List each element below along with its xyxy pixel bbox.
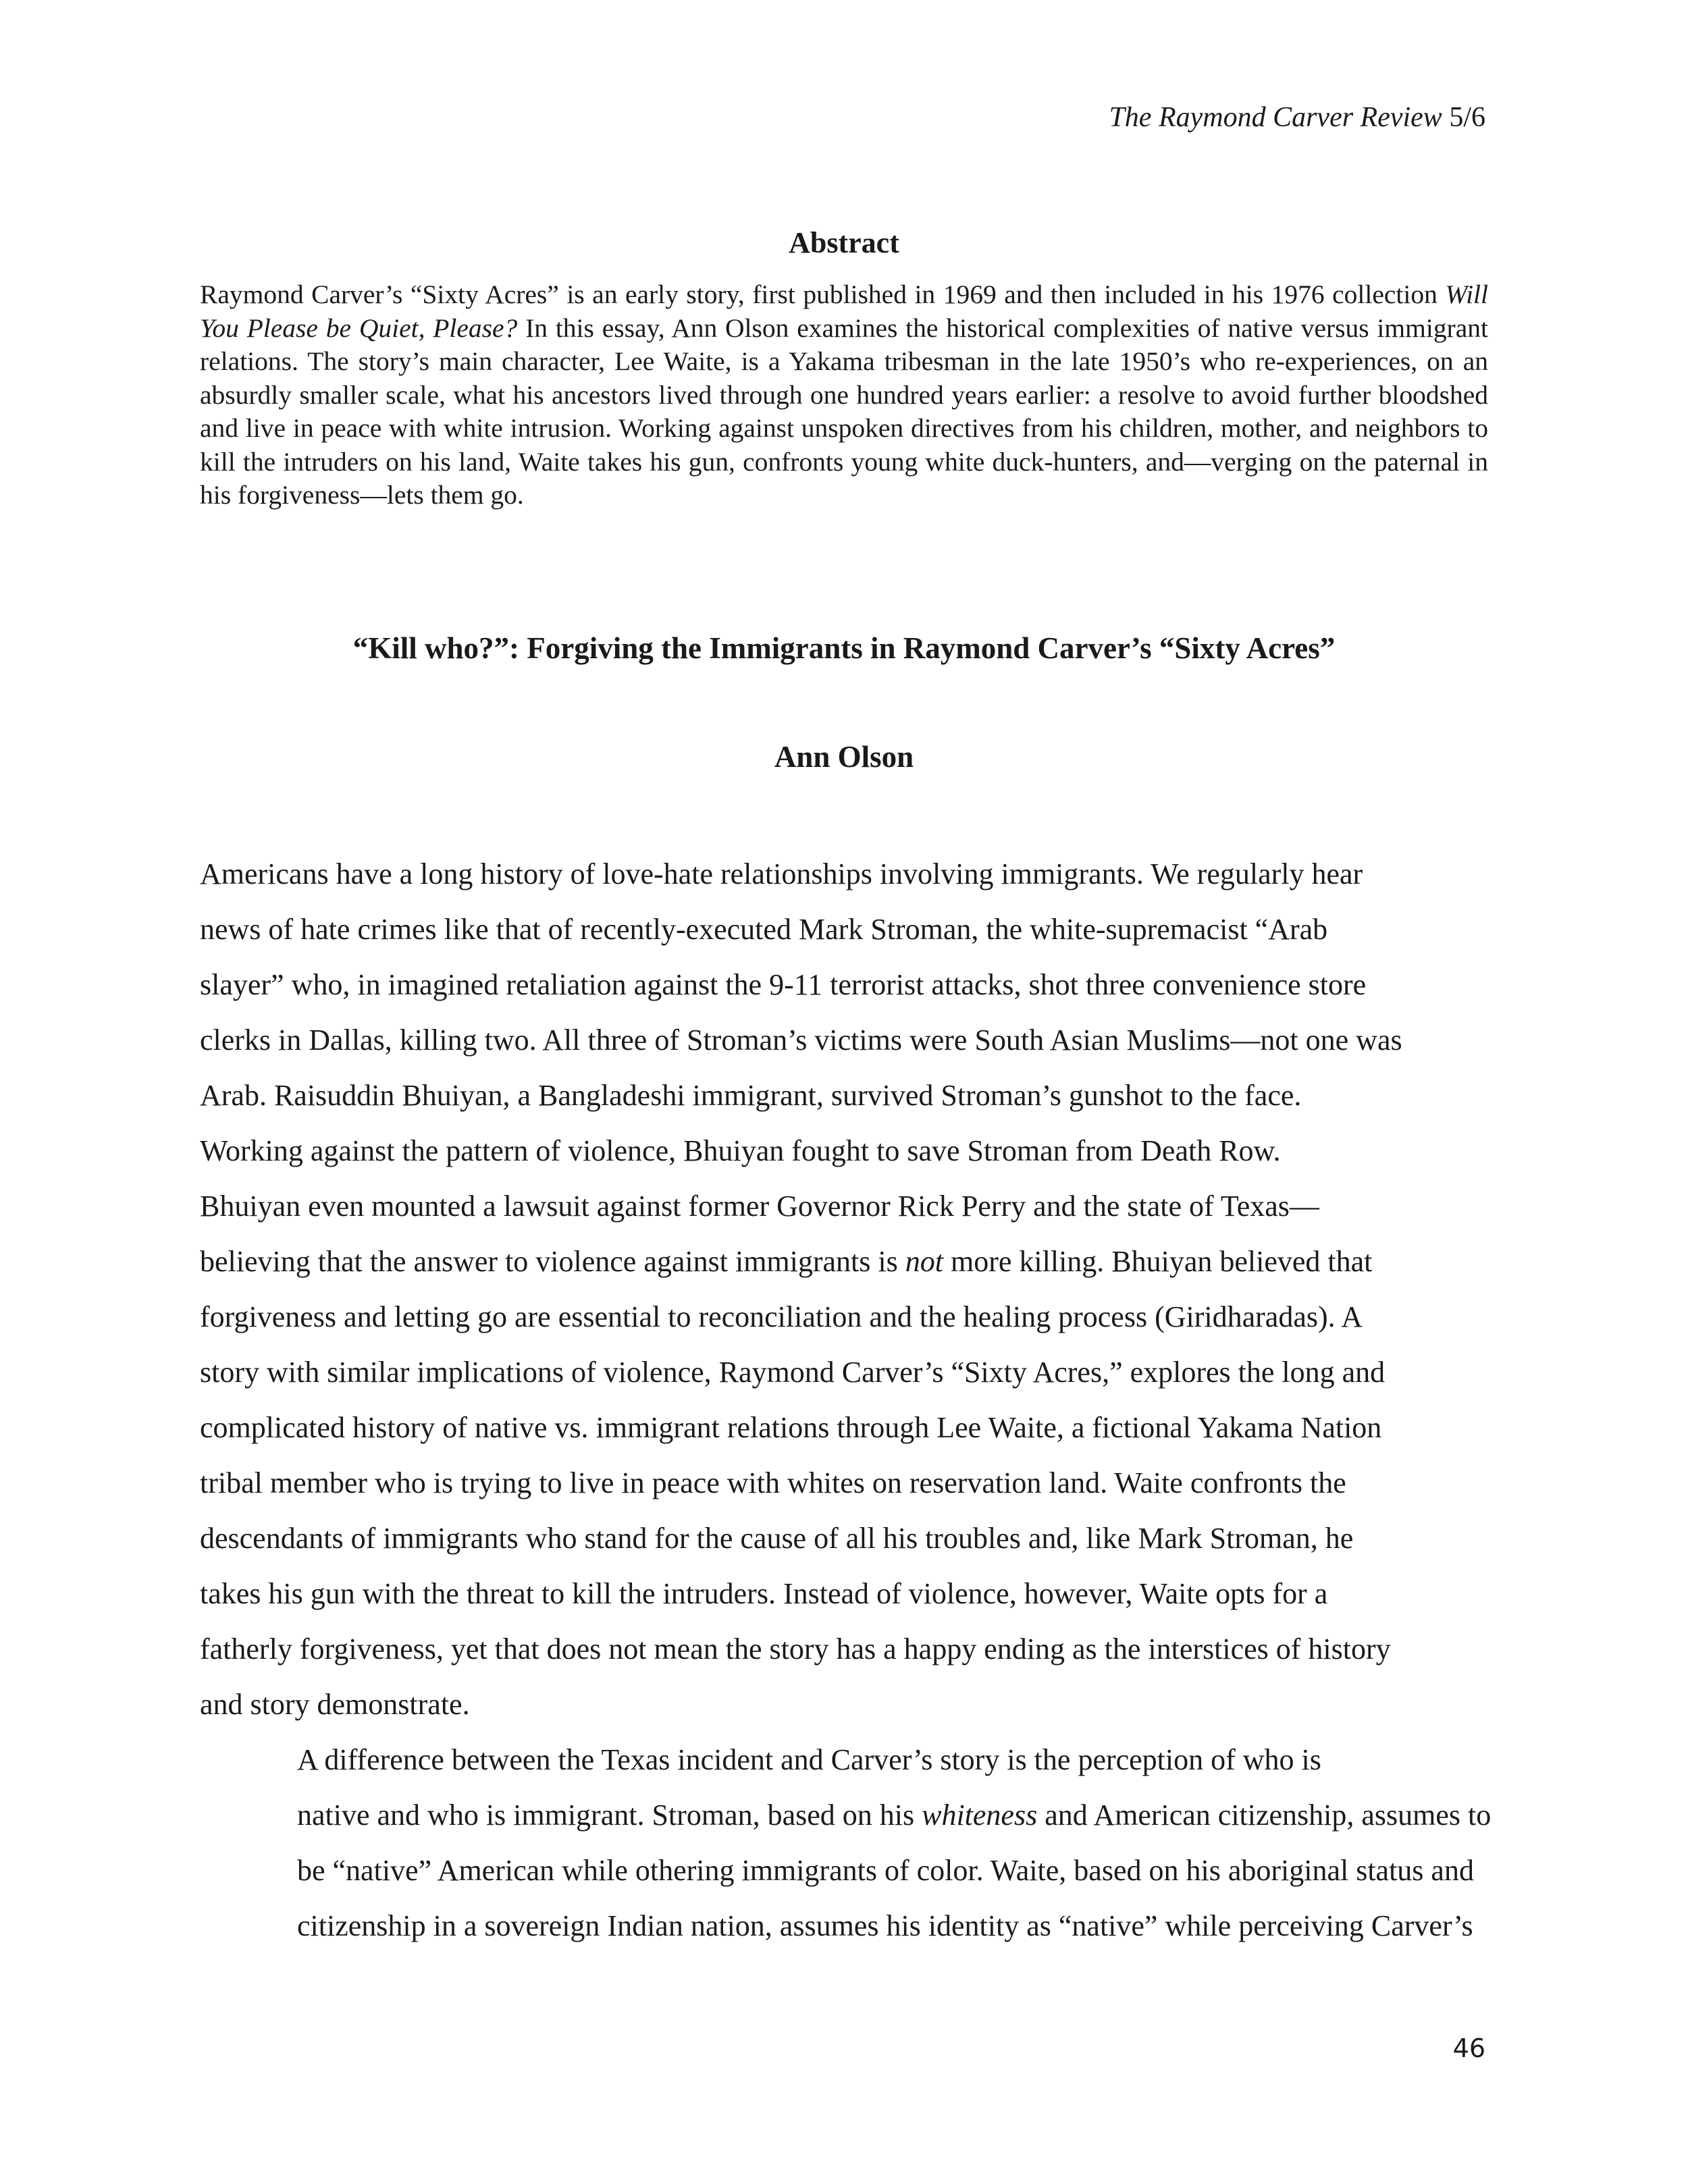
text-segment: Arab. Raisuddin Bhuiyan, a Bangladeshi immigrant, survived Stroman’s gunshot to the face. <box>200 1079 1302 1112</box>
text-line <box>200 1732 1488 1788</box>
text-line <box>200 1123 1488 1179</box>
page-number: 46 <box>1452 2033 1485 2063</box>
text-line <box>200 1511 1488 1566</box>
text-line <box>200 1788 1492 1843</box>
text-segment: Bhuiyan even mounted a lawsuit against former Governor Rick Perry and the state of Texas— <box>200 1190 1319 1223</box>
text-segment: tribal member who is trying to live in peace with whites on reservation land. Waite confronts the <box>200 1466 1346 1499</box>
text-line <box>200 1843 1488 1898</box>
text-segment: native and who is immigrant. Stroman, based on his <box>297 1799 922 1832</box>
text-segment: Americans have a long history of love-hate relationships involving immigrants. We regularly hear <box>200 857 1363 890</box>
text-segment: and story demonstrate. <box>200 1688 470 1721</box>
text-segment: story with similar implications of violence, Raymond Carver’s “Sixty Acres,” explores the long and <box>200 1356 1386 1389</box>
text-line <box>200 1400 1488 1456</box>
text-segment: believing that the answer to violence against immigrants is <box>200 1245 905 1278</box>
text-segment: more killing. Bhuiyan believed that <box>943 1245 1373 1278</box>
text-line <box>200 1566 1488 1622</box>
abstract-heading: Abstract <box>789 226 899 259</box>
emphasis-text: not <box>905 1245 943 1278</box>
abstract-text <box>200 278 1488 512</box>
journal-title: The Raymond Carver Review <box>1109 102 1442 133</box>
emphasis-text: whiteness <box>922 1799 1038 1832</box>
text-line <box>200 1345 1488 1400</box>
body-text <box>200 847 1492 1954</box>
text-line <box>200 1234 1488 1289</box>
running-header <box>1109 100 1485 135</box>
text-line <box>200 1898 1488 1954</box>
text-line <box>200 847 1488 902</box>
text-segment: descendants of immigrants who stand for the cause of all his troubles and, like Mark Stroman, he <box>200 1522 1354 1555</box>
text-segment: A difference between the Texas incident and Carver’s story is the perception of who is <box>297 1743 1321 1776</box>
text-line <box>200 1456 1488 1511</box>
abstract-collection-title: Will You Please be Quiet, Please? <box>200 279 1488 343</box>
text-line <box>200 1677 1488 1732</box>
text-line <box>200 1068 1488 1123</box>
text-segment: clerks in Dallas, killing two. All three of Stroman’s victims were South Asian Muslims—not one was <box>200 1023 1402 1057</box>
text-segment: Working against the pattern of violence, Bhuiyan fought to save Stroman from Death Row. <box>200 1134 1281 1167</box>
text-segment: forgiveness and letting go are essential to reconciliation and the healing process (Giridharadas). A <box>200 1300 1363 1333</box>
issue-number: 5/6 <box>1449 102 1485 133</box>
text-segment: be “native” American while othering immigrants of color. Waite, based on his aboriginal status and <box>297 1854 1474 1887</box>
text-segment: slayer” who, in imagined retaliation against the 9-11 terrorist attacks, shot three convenience store <box>200 968 1367 1001</box>
body-paragraph <box>200 847 1488 1732</box>
text-line <box>200 1179 1488 1234</box>
text-segment: news of hate crimes like that of recently-executed Mark Stroman, the white-supremacist “Arab <box>200 913 1328 946</box>
abstract-text-part: Raymond Carver’s “Sixty Acres” is an early story, first published in 1969 and then included in his 1976 collection <box>200 279 1446 309</box>
abstract-text-part: In this essay, Ann Olson examines the historical complexities of native versus immigrant relations. The story’s main character, Lee Waite, is a Yakama tribesman in the late 1950’s who re-experiences, on an absurdly smaller scale, what his ancestors lived through one hundred years earlier: a resolve to avoid further bloodshed and live in peace with white intrusion. Working against unspoken directives from his children, mother, and neighbors to kill the intruders on his land, Waite takes his gun, confronts young white duck-hunters, and—verging on the paternal in his forgiveness—lets them go. <box>200 313 1488 510</box>
text-line <box>200 1622 1488 1677</box>
text-line <box>200 902 1488 957</box>
text-segment: takes his gun with the threat to kill the intruders. Instead of violence, however, Waite opts for a <box>200 1577 1328 1610</box>
text-segment: and American citizenship, assumes to <box>1037 1799 1492 1832</box>
text-line <box>200 1289 1488 1345</box>
text-segment: citizenship in a sovereign Indian nation, assumes his identity as “native” while perceiving Carver’s <box>297 1909 1473 1942</box>
author-name: Ann Olson <box>774 740 914 774</box>
text-segment: fatherly forgiveness, yet that does not mean the story has a happy ending as the interstices of history <box>200 1632 1391 1666</box>
text-segment: complicated history of native vs. immigrant relations through Lee Waite, a fictional Yakama Nation <box>200 1411 1382 1444</box>
article-title: “Kill who?”: Forgiving the Immigrants in Raymond Carver’s “Sixty Acres” <box>352 631 1336 665</box>
text-line <box>200 957 1488 1013</box>
body-paragraph <box>200 1732 1492 1954</box>
text-line <box>200 1013 1488 1068</box>
